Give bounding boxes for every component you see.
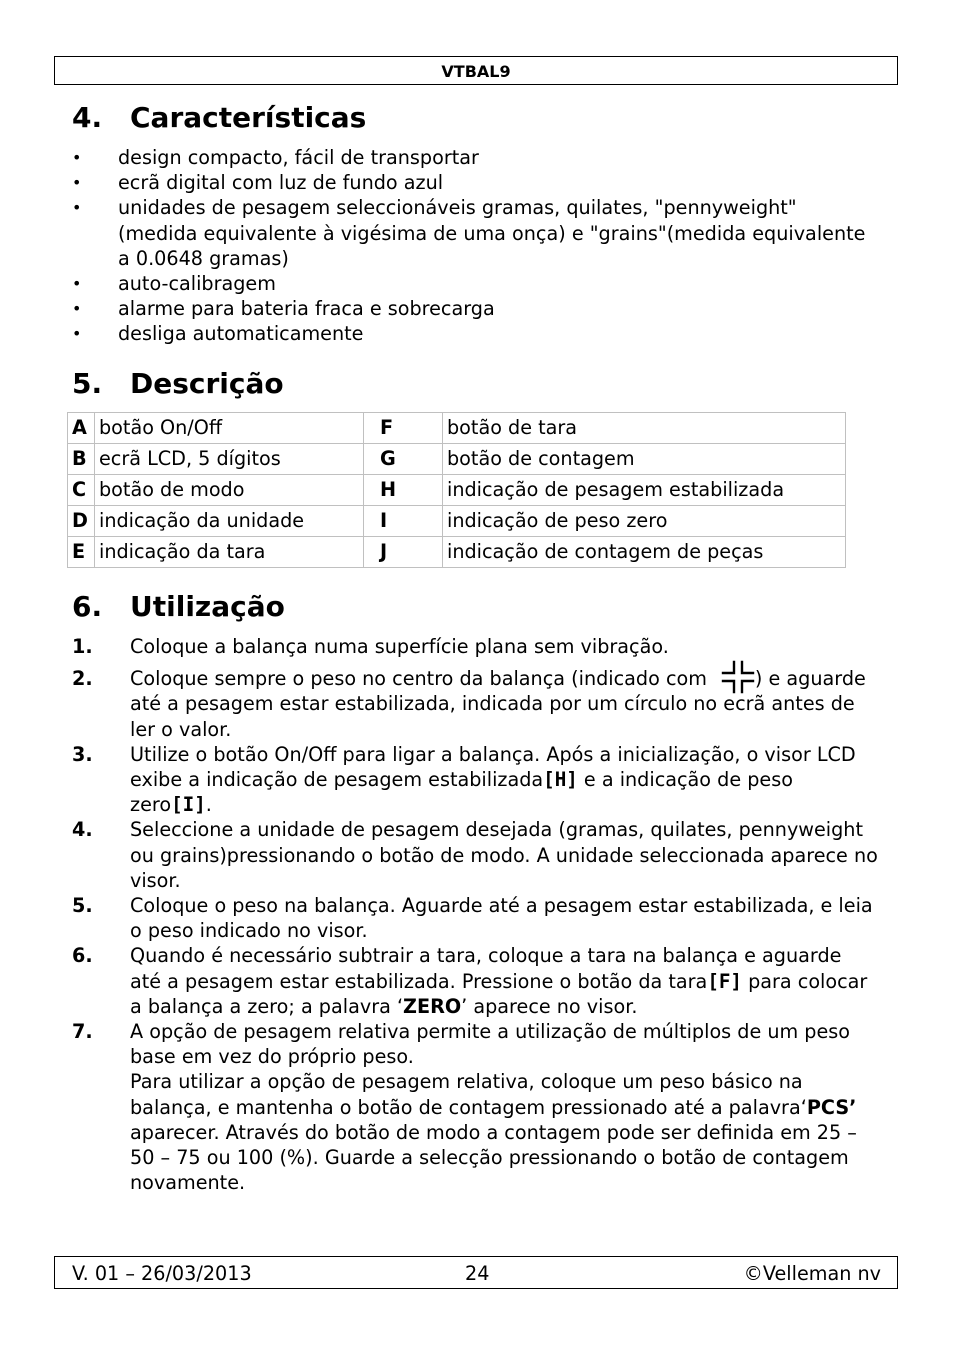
step-text: aparecer. Através do botão de modo a contagem pode ser definida em 25 – 50 – 75 ou 100 (%). Guarde a selecção pressionando o botão de contagem novamente.	[130, 1120, 857, 1195]
copyright: ©Velleman nv	[743, 1262, 881, 1285]
center-marker-icon	[721, 660, 755, 694]
section-5-heading	[72, 367, 284, 401]
table-row	[68, 506, 846, 537]
value-cell: botão On/Off	[95, 413, 364, 444]
step-number: 1.	[72, 635, 93, 658]
section-6-number: 6.	[72, 590, 103, 623]
reference-i: [I]	[171, 793, 206, 817]
key-cell: F	[364, 413, 443, 444]
key-cell: B	[68, 444, 95, 475]
list-item	[72, 666, 878, 742]
key-cell: J	[364, 537, 443, 568]
zero-word: ZERO	[403, 994, 462, 1018]
reference-f: [F]	[707, 969, 742, 993]
features-list	[72, 145, 872, 347]
list-item	[72, 817, 878, 893]
key-cell: H	[364, 475, 443, 506]
value-cell: indicação de pesagem estabilizada	[443, 475, 846, 506]
list-item: • ecrã digital com luz de fundo azul	[72, 170, 872, 195]
value-cell: botão de tara	[443, 413, 846, 444]
step-text: Coloque a balança numa superfície plana sem vibração.	[130, 635, 669, 658]
list-item	[72, 742, 878, 818]
page-number: 24	[465, 1262, 490, 1285]
step-text: ’ aparece no visor.	[461, 994, 638, 1018]
section-6-heading	[72, 590, 285, 624]
key-cell: E	[68, 537, 95, 568]
model-name: VTBAL9	[441, 62, 511, 81]
list-item	[72, 1019, 878, 1195]
key-cell: I	[364, 506, 443, 537]
table-row	[68, 444, 846, 475]
step-number: 5.	[72, 894, 93, 918]
section-4-heading	[72, 101, 366, 135]
document-header	[54, 56, 898, 85]
description-table	[67, 412, 846, 568]
step-text: ) e aguarde até a pesagem estar estabilizada, indicada por um círculo no ecrã antes de ler o valor.	[130, 667, 866, 741]
list-item	[72, 634, 878, 659]
list-item: • design compacto, fácil de transportar	[72, 145, 872, 170]
value-cell: indicação de peso zero	[443, 506, 846, 537]
step-text: para colocar a balança a zero; a palavra ‘	[130, 969, 868, 1018]
step-text: Quando é necessário subtrair a tara, coloque a tara na balança e aguarde até a pesagem estar estabilizada. Pressione o botão da tara	[130, 944, 842, 993]
list-item: • desliga automaticamente	[72, 321, 872, 346]
value-cell: indicação da unidade	[95, 506, 364, 537]
step-text: Para utilizar a opção de pesagem relativa, coloque um peso básico na balança, e mantenha o botão de contagem pressionado até a palavra‘	[130, 1070, 807, 1119]
step-text: Coloque o peso na balança. Aguarde até a pesagem estar estabilizada, e leia o peso indicado no visor.	[130, 894, 873, 943]
step-text: A opção de pesagem relativa permite a utilização de múltiplos de um peso base em vez do próprio peso.	[130, 1020, 851, 1069]
reference-h: [H]	[543, 768, 578, 792]
key-cell: G	[364, 444, 443, 475]
list-item: • alarme para bateria fraca e sobrecarga	[72, 296, 872, 321]
value-cell: ecrã LCD, 5 dígitos	[95, 444, 364, 475]
table-row	[68, 537, 846, 568]
list-item: • unidades de pesagem seleccionáveis gramas, quilates, "pennyweight"(medida equivalente à vigésima de uma onça) e "grains"(medida equivalente a 0.0648 gramas)	[72, 195, 872, 271]
step-number: 3.	[72, 742, 93, 766]
value-cell: botão de contagem	[443, 444, 846, 475]
version-date: V. 01 – 26/03/2013	[72, 1262, 252, 1285]
value-cell: botão de modo	[95, 475, 364, 506]
list-item: • auto-calibragem	[72, 271, 872, 296]
pcs-word: PCS’	[806, 1095, 857, 1119]
step-text: Coloque sempre o peso no centro da balança (indicado com	[130, 667, 707, 691]
table-row	[68, 475, 846, 506]
document-footer	[54, 1256, 898, 1289]
table-row	[68, 413, 846, 444]
section-6-title: Utilização	[130, 590, 285, 623]
value-cell: indicação da tara	[95, 537, 364, 568]
step-number: 2.	[72, 667, 93, 691]
step-text: Utilize o botão On/Off para ligar a balança. Após a inicialização, o visor LCD exibe a indicação de pesagem estabilizada	[130, 742, 856, 792]
key-cell: C	[68, 475, 95, 506]
list-item	[72, 943, 878, 1019]
section-5-title: Descrição	[130, 367, 284, 400]
key-cell: A	[68, 413, 95, 444]
section-4-number: 4.	[72, 101, 103, 134]
step-number: 7.	[72, 1020, 93, 1044]
section-5-number: 5.	[72, 367, 103, 400]
key-cell: D	[68, 506, 95, 537]
value-cell: indicação de contagem de peças	[443, 537, 846, 568]
step-number: 4.	[72, 818, 93, 842]
section-4-title: Características	[130, 101, 367, 134]
step-text: e a indicação de peso zero	[130, 768, 793, 817]
list-item	[72, 893, 878, 943]
step-number: 6.	[72, 944, 93, 968]
step-text: .	[205, 793, 212, 817]
step-text: Seleccione a unidade de pesagem desejada (gramas, quilates, pennyweight ou grains)pressionando o botão de modo. A unidade seleccionada aparece no visor.	[130, 818, 878, 892]
usage-steps	[72, 634, 878, 1195]
